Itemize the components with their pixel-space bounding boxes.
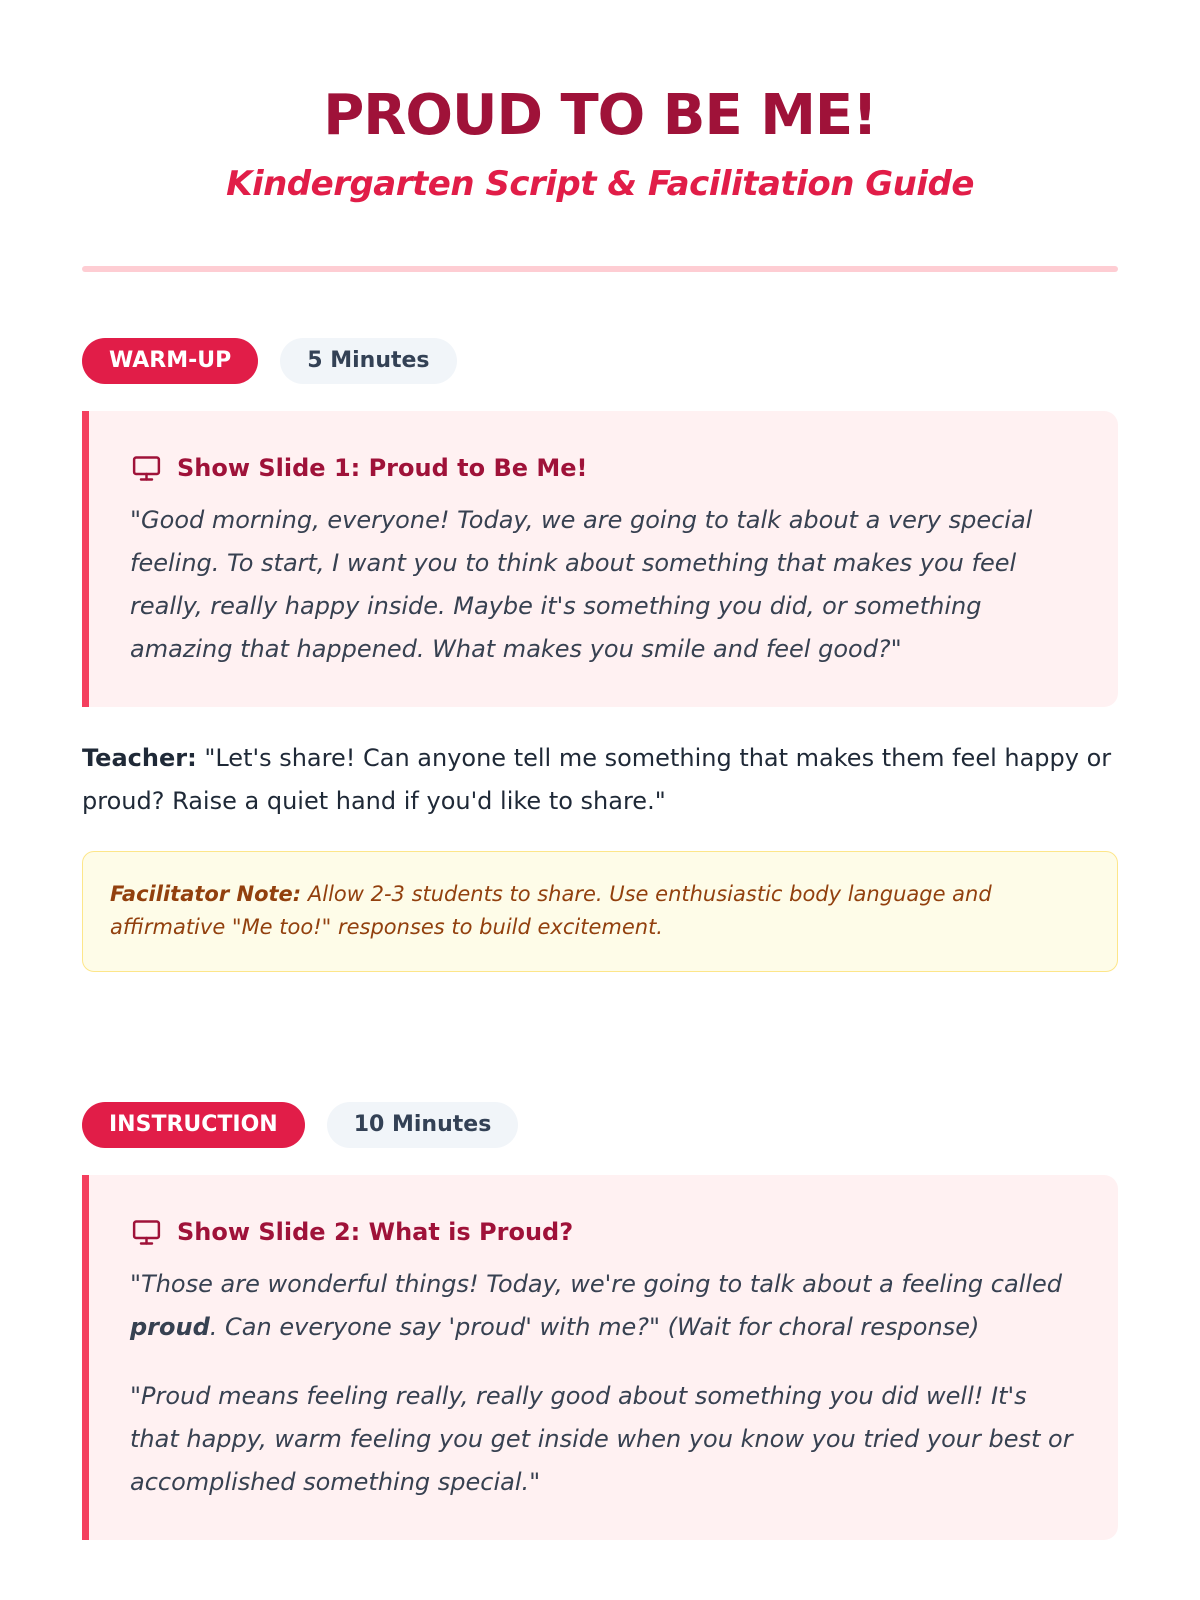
page-title: PROUD TO BE ME! bbox=[323, 83, 877, 148]
page-header bbox=[82, 0, 1118, 272]
script-text-2: "Proud means feeling really, really good about something you did well! It's that happy, warm feeling you get inside when you know you tried your best or accomplished something special." bbox=[130, 1382, 1073, 1496]
duration-badge: 5 Minutes bbox=[280, 338, 456, 384]
phase-badge: INSTRUCTION bbox=[82, 1102, 305, 1148]
monitor-icon bbox=[130, 1216, 163, 1249]
script-bold-term: proud bbox=[130, 1313, 210, 1341]
slide-script-box bbox=[82, 411, 1118, 707]
monitor-icon bbox=[130, 452, 163, 485]
script-part-2: . Can everyone say 'proud' with me?" (Wait for choral response) bbox=[209, 1313, 980, 1341]
slide-script-box bbox=[82, 1175, 1118, 1540]
phase-badge: WARM-UP bbox=[82, 338, 258, 384]
slide-title-text: Show Slide 1: Proud to Be Me! bbox=[177, 454, 588, 482]
section-header bbox=[82, 1102, 1118, 1148]
header-divider bbox=[82, 266, 1118, 272]
teacher-text: "Let's share! Can anyone tell me something that makes them feel happy or proud? Raise a quiet hand if you'd like to share." bbox=[82, 744, 1112, 815]
note-text: Allow 2-3 students to share. Use enthusiastic body language and affirmative "Me too!" responses to build excitement. bbox=[110, 882, 992, 939]
section-header bbox=[82, 338, 1118, 384]
section-warm-up bbox=[82, 338, 1118, 972]
script-part-1: "Those are wonderful things! Today, we're going to talk about a feeling called bbox=[130, 1270, 1063, 1298]
facilitator-note bbox=[82, 851, 1118, 972]
page-subtitle: Kindergarten Script & Facilitation Guide bbox=[226, 164, 974, 204]
section-instruction bbox=[82, 1102, 1118, 1540]
slide-title-text: Show Slide 2: What is Proud? bbox=[177, 1218, 574, 1246]
teacher-label: Teacher: bbox=[82, 744, 197, 772]
note-label: Facilitator Note: bbox=[110, 882, 302, 906]
script-text bbox=[130, 1263, 1078, 1349]
slide-title bbox=[130, 451, 1078, 485]
slide-title bbox=[130, 1215, 1078, 1249]
duration-badge: 10 Minutes bbox=[327, 1102, 519, 1148]
script-text: "Good morning, everyone! Today, we are going to talk about a very special feeling. To start, I want you to think about something that makes you feel really, really happy inside. Maybe it's something you did, or something amazing that happened. What makes you smile and feel good?" bbox=[130, 506, 1033, 663]
teacher-line bbox=[82, 737, 1118, 823]
